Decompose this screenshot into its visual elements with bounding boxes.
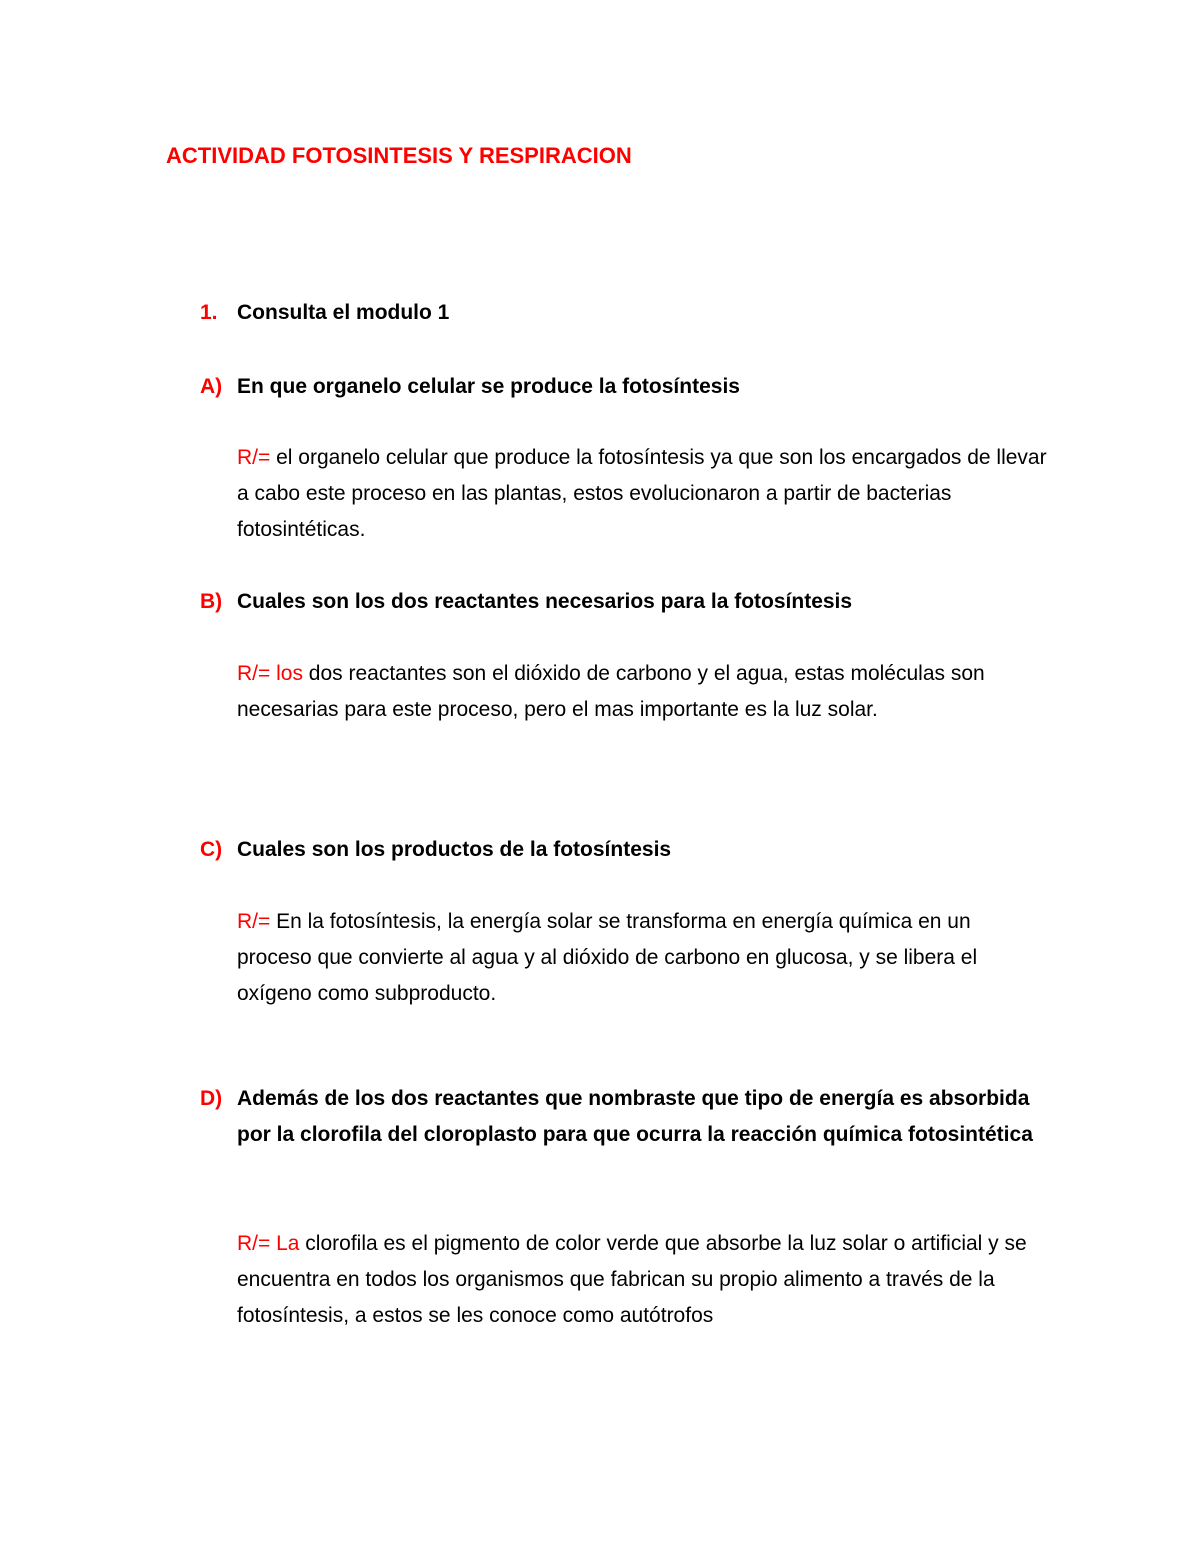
answer-b (237, 656, 1047, 728)
item-1-marker: 1. (200, 301, 218, 324)
answer-b-prefix: R/= los (237, 662, 303, 685)
question-d-text: Además de los dos reactantes que nombraste que tipo de energía es absorbida por la clorofila del cloroplasto para que ocurra la reacción química fotosintética (237, 1087, 1033, 1146)
question-c-text: Cuales son los productos de la fotosíntesis (237, 838, 672, 861)
answer-c (237, 904, 1047, 1012)
question-a-heading (200, 369, 1050, 405)
item-1-text: Consulta el modulo 1 (237, 301, 450, 324)
question-c-heading (200, 832, 1050, 868)
answer-c-text: En la fotosíntesis, la energía solar se transforma en energía química en un proceso que convierte al agua y al dióxido de carbono en glucosa, y se libera el oxígeno como subproducto. (237, 910, 978, 1005)
answer-a-prefix: R/= (237, 446, 271, 469)
question-c-marker: C) (200, 838, 223, 861)
item-1-heading (200, 295, 1050, 331)
answer-d-prefix: R/= La (237, 1232, 300, 1255)
answer-a (237, 440, 1047, 548)
answer-a-text: el organelo celular que produce la fotosíntesis ya que son los encargados de llevar a cabo este proceso en las plantas, estos evolucionaron a partir de bacterias fotosintéticas. (237, 446, 1047, 541)
answer-d-text: clorofila es el pigmento de color verde que absorbe la luz solar o artificial y se encuentra en todos los organismos que fabrican su propio alimento a través de la fotosíntesis, a estos se les conoce como autótrofos (237, 1232, 1027, 1327)
question-b-text: Cuales son los dos reactantes necesarios para la fotosíntesis (237, 590, 853, 613)
question-a-marker: A) (200, 375, 223, 398)
question-b-marker: B) (200, 590, 223, 613)
answer-d (237, 1226, 1047, 1334)
question-d-heading (200, 1081, 1050, 1153)
answer-c-prefix: R/= (237, 910, 271, 933)
answer-b-text: dos reactantes son el dióxido de carbono y el agua, estas moléculas son necesarias para este proceso, pero el mas importante es la luz solar. (237, 662, 985, 721)
question-d-marker: D) (200, 1087, 223, 1110)
document-title: ACTIVIDAD FOTOSINTESIS Y RESPIRACION (166, 143, 632, 168)
question-a-text: En que organelo celular se produce la fotosíntesis (237, 375, 740, 398)
question-b-heading (200, 584, 1050, 620)
